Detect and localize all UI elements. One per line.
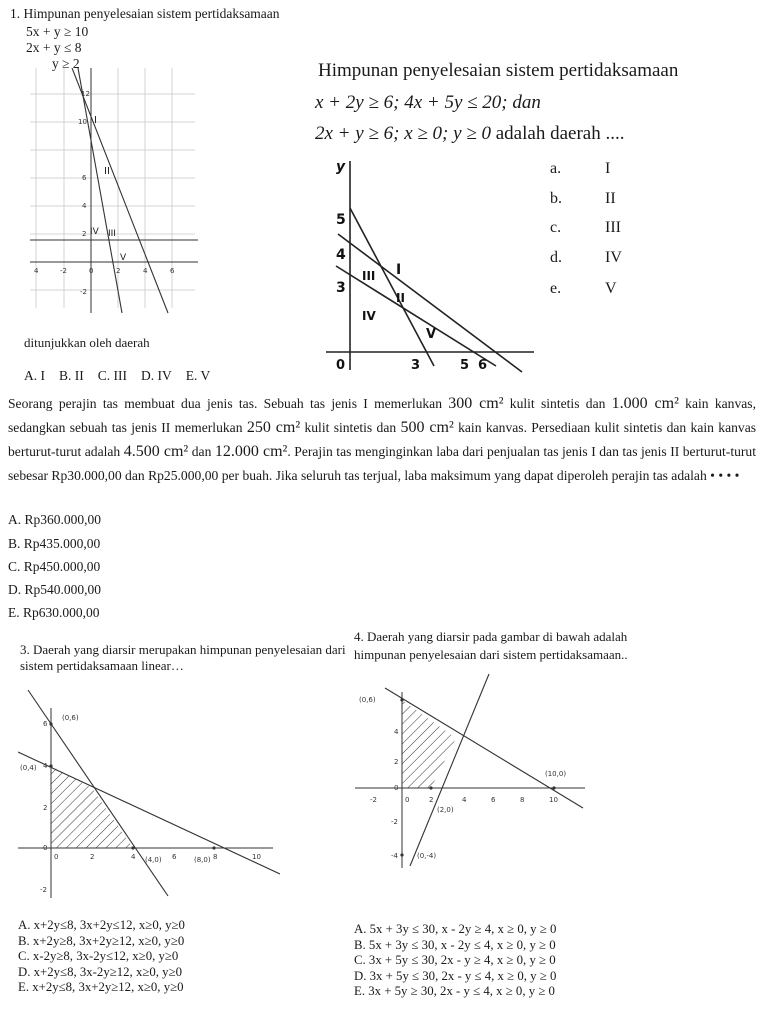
tas-value: 250 cm²: [246, 419, 301, 436]
choice-letter: d.: [550, 249, 562, 266]
tas-option-d[interactable]: D. Rp540.000,00: [8, 582, 102, 597]
q1-caption: ditunjukkan oleh daerah: [24, 335, 150, 350]
tas-text: kain kanvas, sedangkan sebuah tas jenis II memerlukan: [8, 396, 756, 435]
q2box-title: Himpunan penyelesaian sistem pertidaksamaan: [318, 60, 679, 81]
q3-point-label: (0,6): [62, 714, 79, 722]
q4-point-label: (2,0): [437, 806, 454, 814]
q2box-line-x-2y-6: [336, 266, 496, 366]
q1-title: 1. Himpunan penyelesaian sistem pertidaksamaan: [10, 6, 280, 21]
q2box-ytick: 4: [336, 247, 346, 263]
q1-region-label: II: [104, 166, 110, 177]
q3-shaded-region: [51, 766, 133, 848]
tas-value: 4.500 cm²: [123, 443, 189, 460]
q1-xtick: 4: [34, 267, 39, 275]
q4-option-e[interactable]: E. 3x + 5y ≥ 30, 2x - y ≤ 4, x ≥ 0, y ≥ 0: [354, 984, 555, 998]
q3-title: 3. Daerah yang diarsir merupakan himpunan penyelesaian dari sistem pertidaksamaan linear…: [20, 642, 346, 673]
choice-value: III: [605, 219, 621, 236]
q1-ytick: 12: [81, 90, 90, 98]
q3-point-label: (0,4): [20, 764, 37, 772]
q1-option-e[interactable]: E. V: [185, 368, 211, 383]
q4-ytick: -4: [391, 852, 398, 860]
tas-text: . Perajin tas menginginkan laba dari penjualan tas jenis I dan tas jenis II berturut-turut sebesar Rp30.000,00 dan Rp25.000,00 per buah. Jika seluruh tas terjual, laba maksimum yang dapat diperoleh perajin tas adalah • • • •: [8, 444, 756, 483]
q2box-region-label: III: [362, 269, 376, 283]
q3-ytick: 0: [43, 844, 48, 852]
tas-text: Seorang perajin tas membuat dua jenis tas. Sebuah tas jenis I memerlukan: [8, 396, 449, 411]
q3-ytick: 4: [43, 762, 48, 770]
q2box-region-label: II: [396, 291, 405, 305]
tas-text: dan: [188, 444, 215, 459]
q3-xtick: 10: [252, 853, 261, 861]
q4-title: [354, 628, 754, 664]
q4-options: [354, 922, 556, 1000]
choice-letter: e.: [550, 280, 562, 297]
q2box-ytick: 3: [336, 280, 346, 296]
q3-xtick: 2: [90, 853, 95, 861]
q1-option-b[interactable]: B. II: [59, 368, 84, 383]
tas-value: 300 cm²: [448, 395, 504, 412]
q3-option-b[interactable]: B. x+2y≥8, 3x+2y≥12, x≥0, y≥0: [18, 933, 185, 948]
tas-option-e[interactable]: E. Rp630.000,00: [8, 605, 100, 620]
q4-xtick: -2: [370, 796, 377, 804]
q1-region-label: I: [94, 115, 97, 126]
choice-value: II: [605, 190, 616, 207]
q4-xtick: 4: [462, 796, 467, 804]
q1-graph: [30, 68, 200, 318]
q4-title-line1: 4. Daerah yang diarsir pada gambar di bawah adalah: [354, 629, 628, 644]
q1-option-c[interactable]: C. III: [97, 368, 127, 383]
q1-ytick: 10: [78, 118, 87, 126]
q1-xtick: 6: [170, 267, 175, 275]
q4-title-line2: himpunan penyelesaian dari sistem pertidaksamaan..: [354, 647, 628, 662]
q4-option-b[interactable]: B. 5x + 3y ≤ 30, x - 2y ≤ 4, x ≥ 0, y ≥ 0: [354, 937, 556, 952]
q1-region-label: IV: [90, 227, 99, 237]
q4-option-c[interactable]: C. 3x + 5y ≤ 30, 2x - y ≥ 4, x ≥ 0, y ≥ 0: [354, 953, 556, 967]
q2box-xtick: 0: [336, 358, 346, 373]
choice-letter: a.: [550, 160, 562, 177]
q1-option-d[interactable]: D. IV: [141, 368, 172, 383]
tas-text: kulit sintetis dan: [300, 420, 401, 435]
q3-option-d[interactable]: D. x+2y≤8, 3x-2y≥12, x≥0, y≥0: [18, 964, 182, 979]
choice-letter: c.: [550, 219, 562, 236]
tas-option-c[interactable]: C. Rp450.000,00: [8, 559, 101, 574]
q3-ytick: 2: [43, 804, 48, 812]
q2box-line2-math: 2x + y ≥ 6; x ≥ 0; y ≥ 0: [315, 123, 491, 144]
q4-option-a[interactable]: A. 5x + 3y ≤ 30, x - 2y ≥ 4, x ≥ 0, y ≥ 0: [354, 922, 557, 936]
q4-option-d[interactable]: D. 3x + 5y ≤ 30, 2x - y ≤ 4, x ≥ 0, y ≥ 0: [354, 968, 557, 983]
tas-option-b[interactable]: B. Rp435.000,00: [8, 536, 101, 551]
q3-point-label: (8,0): [194, 856, 211, 864]
q2box-line-2x-y-6: [350, 208, 437, 366]
q1-line-2x-y-8: [72, 68, 168, 313]
q4-xtick: 2: [429, 796, 434, 804]
tas-value: 500 cm²: [400, 419, 454, 436]
q2box-xtick: 5: [460, 358, 470, 373]
q3-xtick: 6: [172, 853, 177, 861]
choice-value: IV: [605, 249, 622, 266]
q4-xtick: 10: [549, 796, 558, 804]
q2box-region-label: IV: [362, 309, 376, 323]
tas-option-a[interactable]: A. Rp360.000,00: [8, 512, 102, 527]
q1-xtick: 2: [116, 267, 121, 275]
tas-text: kulit sintetis dan: [503, 396, 612, 411]
q3-option-e[interactable]: E. x+2y≤8, 3x+2y≥12, x≥0, y≥0: [18, 980, 184, 994]
q4-ytick: 0: [394, 784, 399, 792]
q2box-choice-e[interactable]: [550, 280, 640, 298]
q3-point-label: (4,0): [145, 856, 162, 864]
q2box-choice-b[interactable]: [550, 190, 640, 208]
q4-point-label: (0,6): [359, 696, 376, 704]
q3-ytick: -2: [40, 886, 47, 894]
q1-region-label: V: [120, 253, 127, 263]
q3-xtick: 4: [131, 853, 136, 861]
q1-ytick: -2: [80, 288, 87, 296]
q3-graph: [18, 688, 280, 900]
q4-xtick: 0: [405, 796, 410, 804]
q4-graph: [355, 672, 587, 872]
q1-ytick: 2: [82, 230, 87, 238]
q3-options: [18, 918, 185, 996]
q3-xtick: 8: [213, 853, 218, 861]
q2box-choice-a[interactable]: [550, 160, 640, 178]
q4-ytick: -2: [391, 818, 398, 826]
q1-xtick: 0: [89, 267, 94, 275]
choice-value: I: [605, 160, 611, 177]
q4-xtick: 8: [520, 796, 525, 804]
q3-xtick: 0: [54, 853, 59, 861]
q4-ytick: 2: [394, 758, 399, 766]
q1-ytick: 6: [82, 174, 87, 182]
choice-value: V: [605, 280, 617, 297]
q4-point-label: (10,0): [545, 770, 567, 778]
q1-inequality-3: y ≥ 2: [52, 56, 80, 71]
q2box-line1: x + 2y ≥ 6; 4x + 5y ≤ 20; dan: [315, 92, 541, 113]
q3-ytick: 6: [43, 720, 48, 728]
q2box-xtick: 6: [478, 358, 488, 373]
q1-xtick: 4: [143, 267, 148, 275]
q1-options: [24, 368, 210, 384]
q2box-xtick: 3: [411, 358, 421, 373]
q1-xtick: -2: [60, 267, 67, 275]
q1-region-label: III: [108, 229, 116, 239]
q2box-y-label: y: [336, 159, 346, 175]
q3-line-3x-2y-12: [28, 690, 168, 896]
q1-inequality-1: 5x + y ≥ 10: [26, 24, 89, 39]
q2box-ytick: 5: [336, 212, 346, 228]
tas-text: kain kanvas. Persediaan kulit sintetis dan kain kanvas berturut-turut adalah: [8, 420, 757, 459]
q1-inequality-2: 2x + y ≤ 8: [26, 40, 82, 55]
q2box-region-label: I: [396, 262, 402, 278]
q4-ytick: 4: [394, 728, 399, 736]
tas-value: 1.000 cm²: [611, 395, 679, 412]
q2box-graph: [326, 156, 536, 376]
q2box-region-label: V: [426, 327, 437, 342]
q2box-line2-text: adalah daerah ....: [491, 123, 625, 144]
choice-letter: b.: [550, 190, 562, 207]
q1-ytick: 4: [82, 202, 87, 210]
q-tas-paragraph: [8, 392, 756, 488]
q4-xtick: 6: [491, 796, 496, 804]
tas-value: 12.000 cm²: [214, 443, 288, 460]
q3-option-a[interactable]: A. x+2y≤8, 3x+2y≤12, x≥0, y≥0: [18, 918, 185, 932]
q1-option-a[interactable]: A. I: [24, 368, 45, 383]
q4-point-label: (0,-4): [417, 852, 437, 860]
q2box-choice-c[interactable]: [550, 219, 640, 237]
q2box-line2: [315, 123, 624, 145]
q1-line-5x-y-10: [78, 68, 122, 313]
q3-option-c[interactable]: C. x-2y≥8, 3x-2y≤12, x≥0, y≥0: [18, 949, 179, 963]
q2box-choice-d[interactable]: [550, 249, 640, 267]
